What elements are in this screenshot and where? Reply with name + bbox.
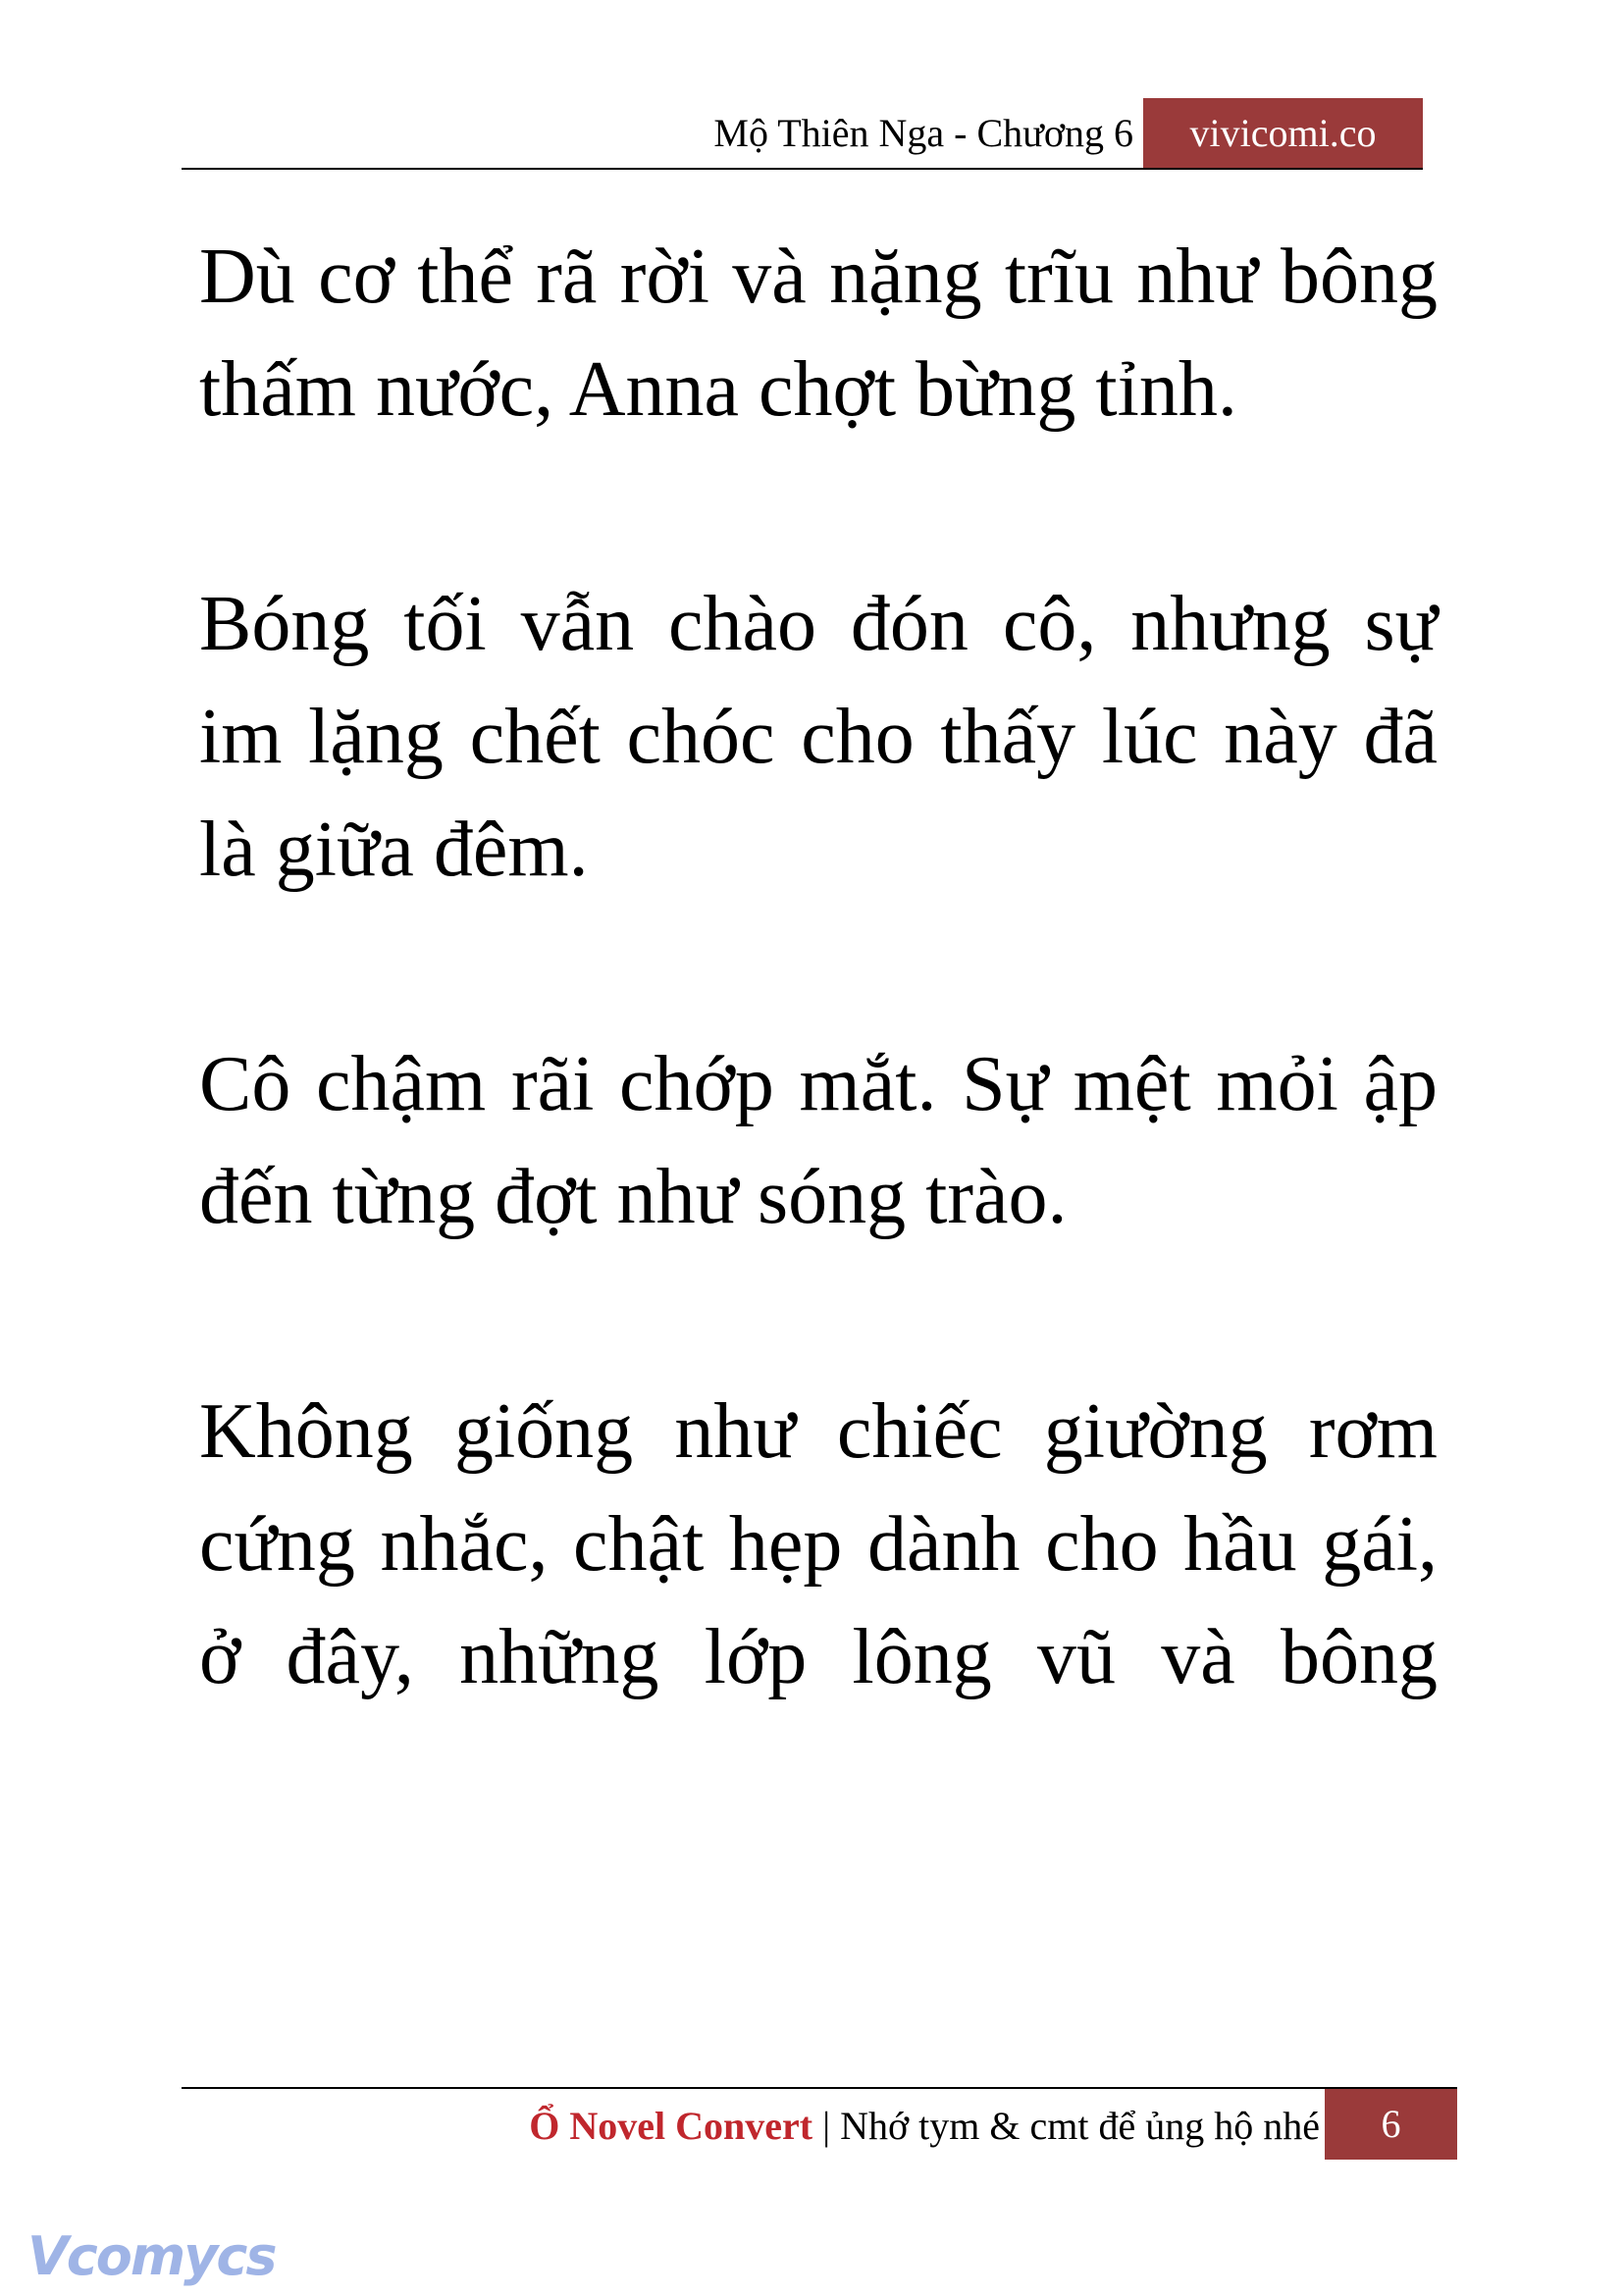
watermark-text: Vcomycs bbox=[27, 2225, 276, 2287]
page-header bbox=[182, 98, 1423, 169]
paragraph: Cô chậm rãi chớp mắt. Sự mệt mỏi ập đến từng đợt như sóng trào. bbox=[199, 1041, 1438, 1240]
footer-brand: Ổ Novel Convert bbox=[529, 2104, 813, 2148]
chapter-title: Mộ Thiên Nga - Chương 6 bbox=[713, 111, 1133, 155]
watermark-logo bbox=[27, 2222, 276, 2291]
site-badge: vivicomi.co bbox=[1143, 98, 1423, 169]
chapter-body bbox=[199, 221, 1438, 1836]
header-divider bbox=[182, 168, 1423, 170]
footer-separator: | bbox=[822, 2104, 831, 2148]
page-number-badge: 6 bbox=[1325, 2089, 1457, 2160]
paragraph: Không giống như chiếc giường rơm cứng nhắc, chật hẹp dành cho hầu gái, ở đây, những lớp lông vũ và bông bbox=[199, 1388, 1438, 1700]
paragraph: Bóng tối vẫn chào đón cô, nhưng sự im lặng chết chóc cho thấy lúc này đã là giữa đêm. bbox=[199, 581, 1438, 893]
paragraph: Dù cơ thể rã rời và nặng trĩu như bông thấm nước, Anna chợt bừng tỉnh. bbox=[199, 234, 1438, 433]
footer-note: Nhớ tym & cmt để ủng hộ nhé bbox=[840, 2104, 1320, 2148]
footer-divider bbox=[182, 2087, 1457, 2089]
page-footer bbox=[529, 2103, 1320, 2150]
